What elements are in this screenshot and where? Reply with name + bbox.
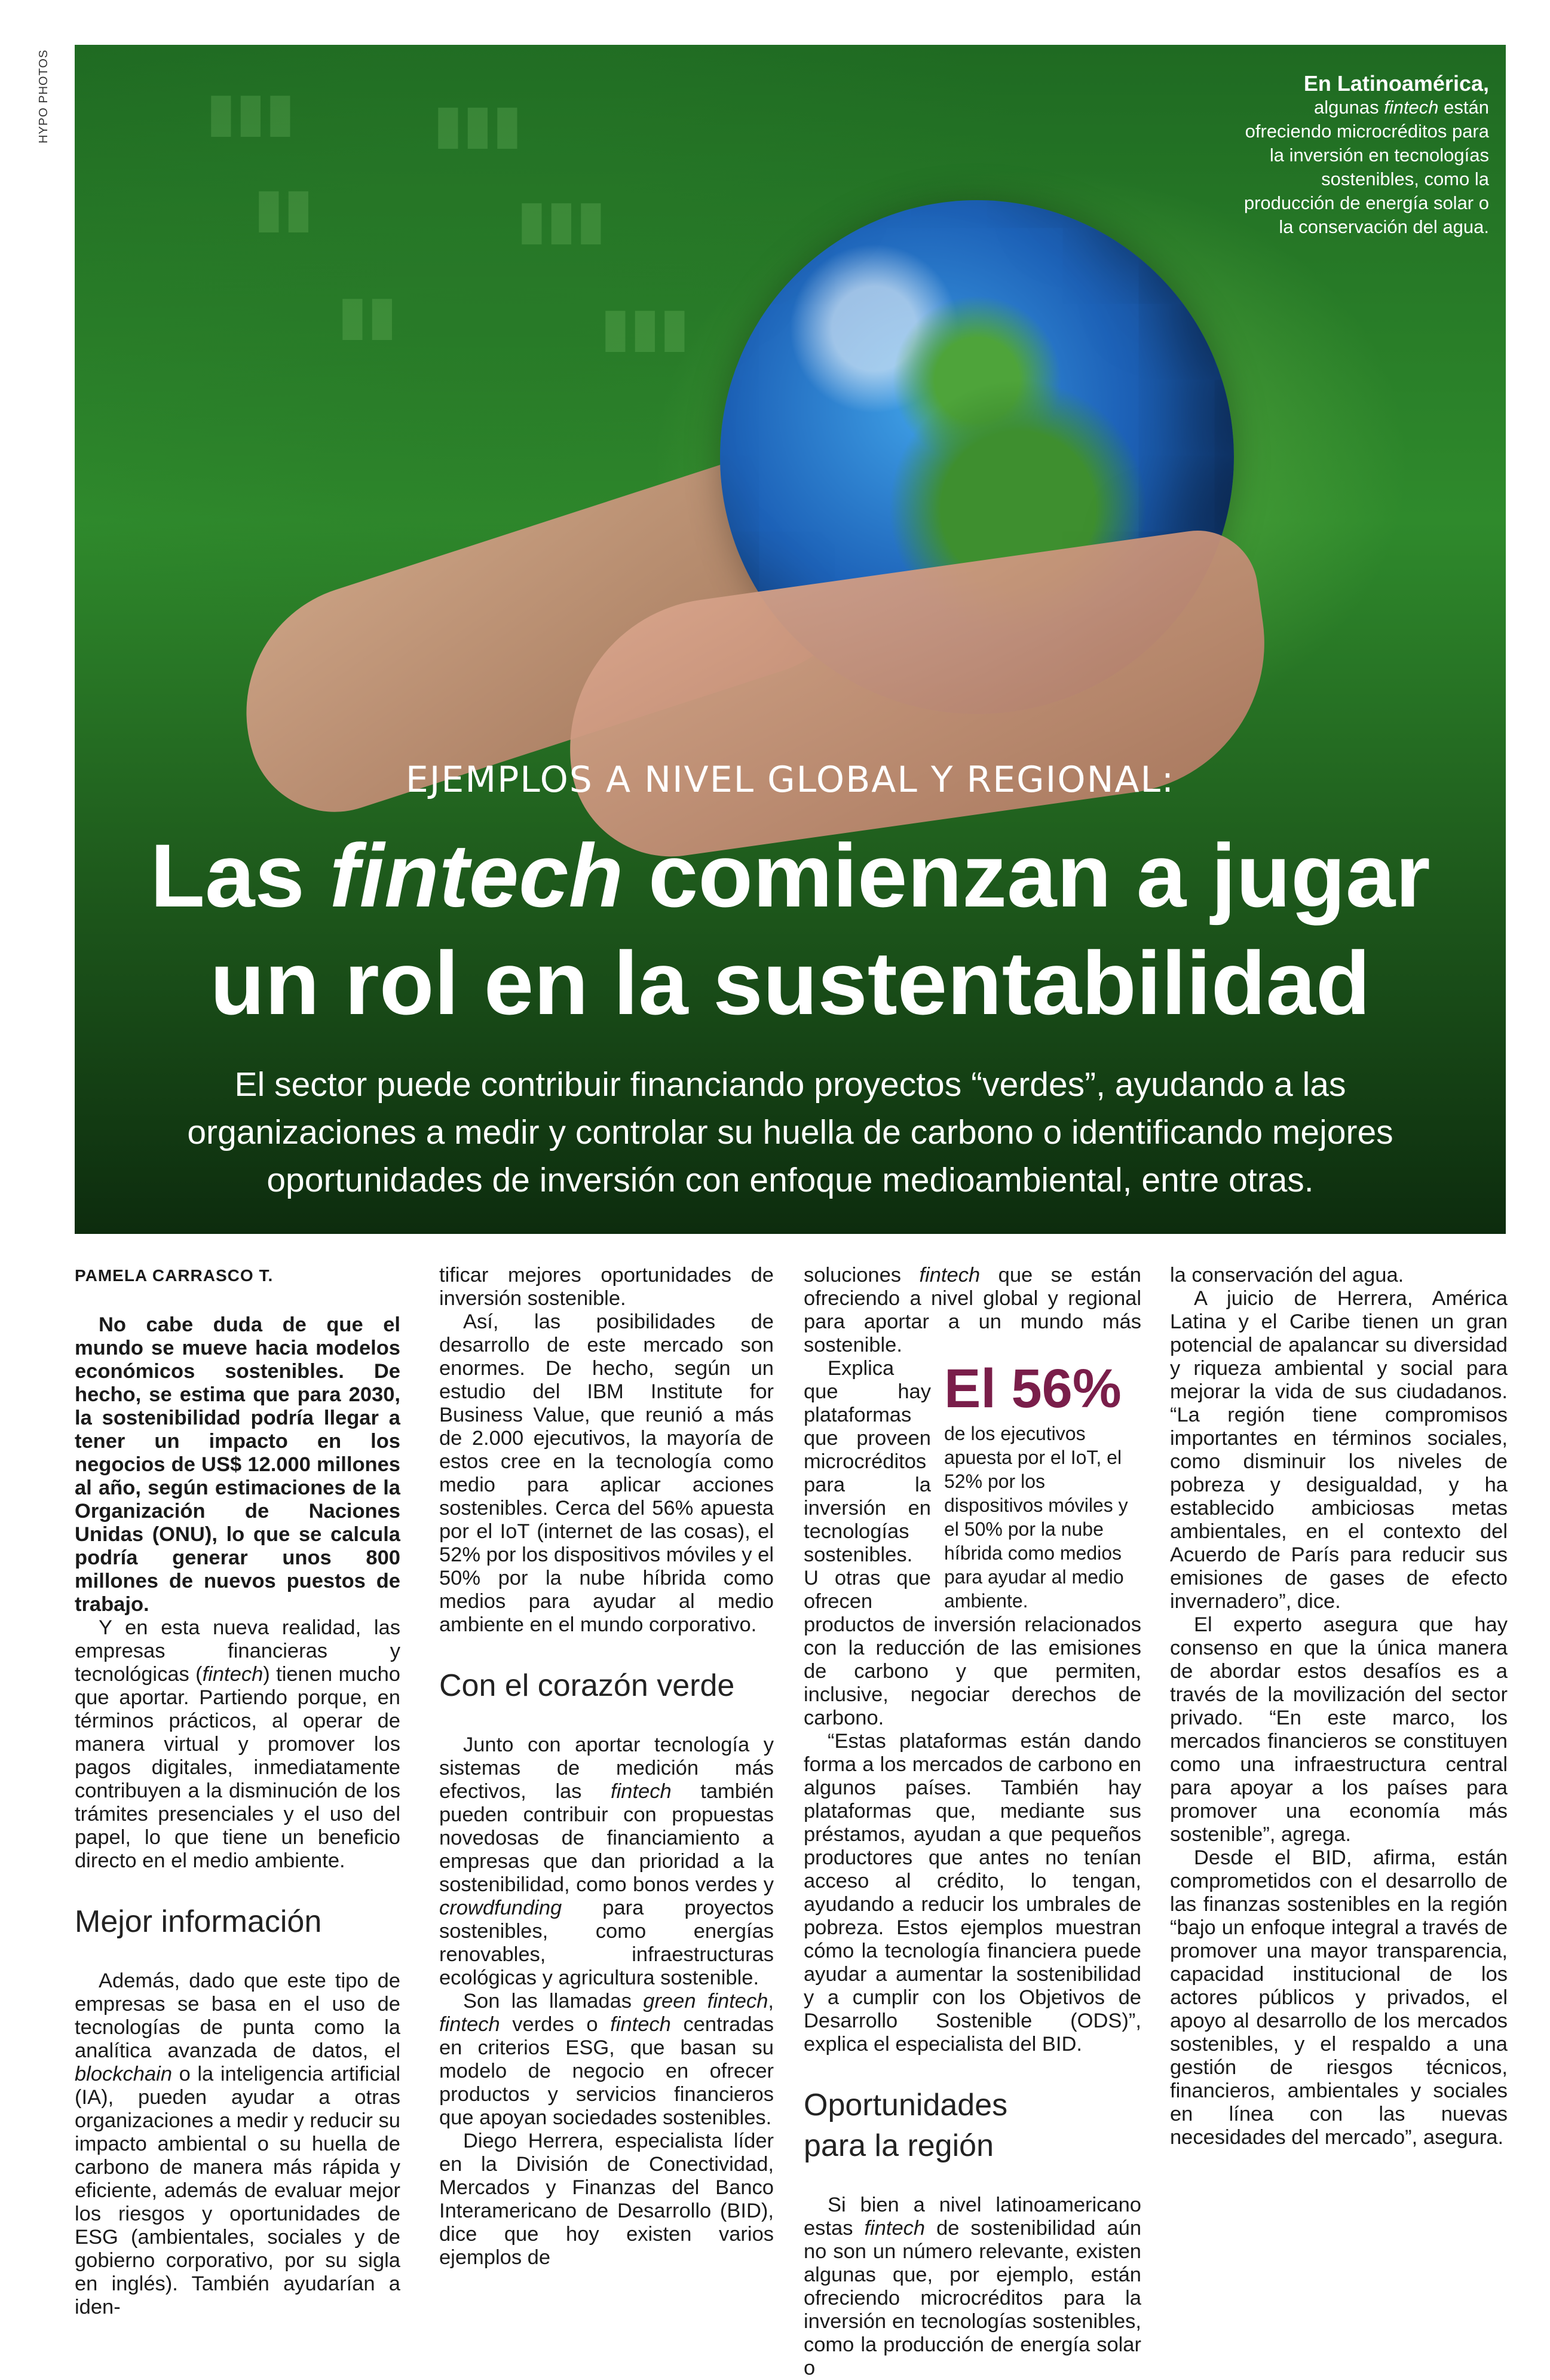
photo-credit: HYPO PHOTOS xyxy=(37,49,50,143)
paragraph: Diego Herrera, especialista líder en la División de Conectividad, Mercados y Finanzas del Banco Interamericano de Desarrollo (BID), dice que hoy existen varios ejemplos de xyxy=(439,2130,774,2269)
section-subtitle: Mejor información xyxy=(75,1904,322,1939)
byline: PAMELA CARRASCO T. xyxy=(75,1266,274,1285)
paragraph: la conservación del agua. xyxy=(1170,1264,1404,1287)
paragraph: Junto con aportar tecnología y sistemas de medición más efectivos, las fintech también pueden contribuir con propuestas novedosas de financiamiento a empresas que dan prioridad a la sostenibilidad, como bonos verdes y crowdfunding para proyectos sostenibles, como energías renovables, infraestructuras ecológicas y agricultura sostenible. xyxy=(439,1733,774,1989)
photo-caption xyxy=(1238,72,1489,239)
intro-paragraph: No cabe duda de que el mundo se mueve hacia modelos económicos sostenibles. De hecho, se estima que para 2030, la sostenibilidad podría llegar a tener un impacto en los negocios de US$ 12.000 millones al año, según estimaciones de la Organización de Naciones Unidas (ONU), lo que se calcula podría generar unos 800 millones de nuevos puestos de trabajo. xyxy=(75,1313,400,1616)
pull-quote xyxy=(944,1358,1141,1613)
pull-quote-text: de los ejecutivos apuesta por el IoT, el 52% por los dispositivos móviles y el 50% por la nube híbrida como medios para ayudar al medio ambiente. xyxy=(944,1423,1128,1612)
paragraph: A juicio de Herrera, América Latina y el Caribe tienen un gran potencial de apalancar su diversidad y riqueza ambiental y social para mejorar la vida de sus ciudadanos. “La región tiene compromisos importantes en términos sociales, como disminuir los niveles de pobreza y desigualdad, y ha establecido ambiciosas metas ambientales, en el contexto del Acuerdo de París para reducir sus emisiones de gases de efecto invernadero”, dice. xyxy=(1170,1287,1508,1613)
paragraph: “Estas plataformas están dando forma a los mercados de carbono en algunos países. También hay plataformas que, mediante sus préstamos, ayudan a que pequeños productores que antes no tenían acceso al crédito, lo tengan, ayudando a reducir los umbrales de pobreza. Estos ejemplos muestran cómo la tecnología financiera puede ayudar a aumentar la sostenibilidad y a cumplir con los Objetivos de Desarrollo Sostenible (ODS)”, explica el especialista del BID. xyxy=(804,1730,1141,2056)
headline-part1: Las xyxy=(150,825,330,926)
background-numbers: ▮▮▮ ▮▮▮ ▮▮ ▮▮▮ ▮▮ ▮▮▮ xyxy=(206,81,690,359)
section-subtitle: Oportunidades para la región xyxy=(804,2088,1008,2163)
caption-text: algunas xyxy=(1313,97,1384,118)
paragraph: Así, las posibilidades de desarrollo de este mercado son enormes. De hecho, según un estudio del IBM Institute for Business Value, que reunió a más de 2.000 ejecutivos, la mayoría de estos cree en la tecnología como medio para aplicar acciones sostenibles. Cerca del 56% apuesta por el IoT (internet de las cosas), el 52% por los dispositivos móviles y el 50% por la nube híbrida como medios para ayudar al medio ambiente en el mundo corporativo. xyxy=(439,1310,774,1636)
paragraph: El experto asegura que hay consenso en que la única manera de abordar estos desafíos es a través de la movilización del sector privado. “En este marco, los mercados financieros se constituyen como una infraestructura central para apoyar a los países para promover una economía más sostenible”, agrega. xyxy=(1170,1613,1508,1846)
caption-text-rest: están ofreciendo microcréditos para la inversión en tecnologías sostenibles, como la producción de energía solar o la conservación del agua. xyxy=(1243,97,1489,237)
caption-lead: En Latinoamérica, xyxy=(1303,71,1489,96)
pull-quote-figure: El 56% xyxy=(944,1358,1122,1419)
paragraph: Son las llamadas green fintech, fintech verdes o fintech centradas en criterios ESG, que basan su modelo de negocio en ofrecer productos y servicios financieros que apoyan sociedades sostenibles. xyxy=(439,1990,774,2129)
paragraph: Y en esta nueva realidad, las empresas financieras y tecnológicas (fintech) tienen mucho que aportar. Partiendo porque, en términos prácticos, al operar de manera virtual y promover los pagos digitales, inmediatamente contribuyen a la disminución de los trámites presenciales y el uso del papel, lo que tiene un beneficio directo en el medio ambiente. xyxy=(75,1616,400,1872)
paragraph: Además, dado que este tipo de empresas se basa en el uso de tecnologías de punta como la analítica avanzada de datos, el blockchain o la inteligencia artificial (IA), pueden ayudar a otras organizaciones a medir y reducir su impacto ambiental o su huella de carbono de manera más rápida y eficiente, además de evaluar mejor los riesgos y oportunidades de ESG (ambientales, sociales y de gobierno corporativo, por su sigla en inglés). También ayudarían a iden- xyxy=(75,1969,400,2318)
headline-line2: un rol en la sustentabilidad xyxy=(210,933,1371,1033)
section-subtitle: Con el corazón verde xyxy=(439,1668,735,1703)
column-4 xyxy=(1170,1264,1508,2149)
column-3 xyxy=(804,1264,1141,2380)
caption-italic: fintech xyxy=(1384,97,1439,118)
hero-image xyxy=(75,45,1506,1234)
column-1 xyxy=(75,1264,400,2319)
paragraph: Si bien a nivel latinoamericano estas fintech de sostenibilidad aún no son un número relevante, existen algunas que, por ejemplo, están ofreciendo microcréditos para la inversión en tecnologías sostenibles, como la producción de energía solar o xyxy=(804,2194,1142,2379)
kicker: EJEMPLOS A NIVEL GLOBAL Y REGIONAL: xyxy=(405,759,1175,801)
page-title xyxy=(75,822,1506,1037)
subheadline: El sector puede contribuir financiando proyectos “verdes”, ayudando a las organizaciones a medir y controlar su huella de carbono o identificando mejores oportunidades de inversión con enfoque medioambiental, entre otras. xyxy=(187,1065,1393,1199)
headline-part2: comienzan a jugar xyxy=(623,825,1430,926)
headline-italic: fintech xyxy=(329,825,624,926)
paragraph: Desde el BID, afirma, están comprometidos con el desarrollo de las finanzas sostenibles en la región “bajo un enfoque integral a través de promover una mayor transparencia, capacidad institucional de los actores públicos y privados, el apoyo al desarrollo de los mercados sostenibles, y el respaldo a una gestión de riesgos técnicos, financieros, ambientales y sociales en línea con las nuevas necesidades del mercado”, asegura. xyxy=(1170,1846,1508,2149)
paragraph: tificar mejores oportunidades de inversión sostenible. xyxy=(439,1264,774,1310)
paragraph: soluciones fintech que se están ofreciendo a nivel global y regional para aportar a un mundo más sostenible. xyxy=(804,1264,1141,1356)
paragraph: Explica que hay plataformas que proveen microcréditos para la inversión en tecnologías sostenibles. U otras que ofrecen productos de inversión relacionados con la reducción de las emisiones de carbono y que permiten, inclusive, negociar derechos de carbono. xyxy=(804,1357,1141,1729)
column-2 xyxy=(439,1264,774,2269)
